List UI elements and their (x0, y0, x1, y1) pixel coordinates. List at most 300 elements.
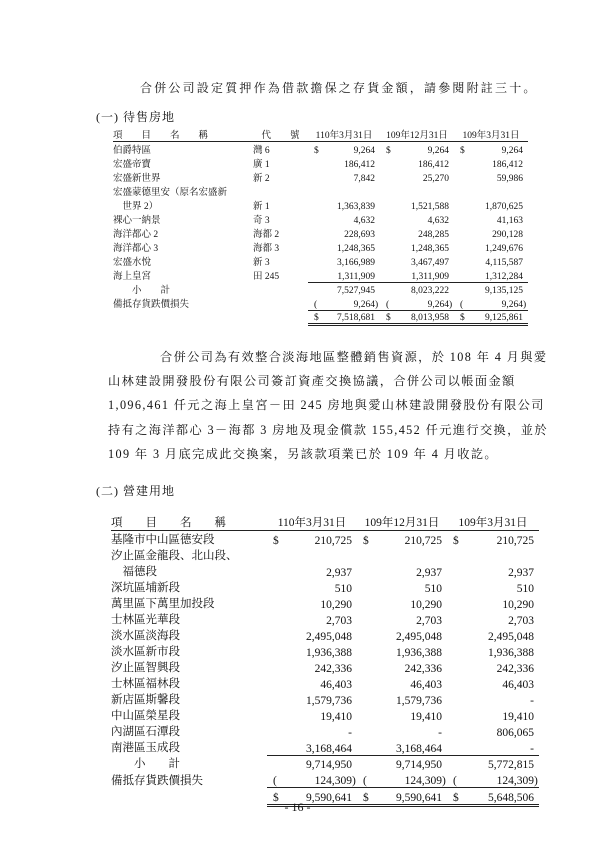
amount: 7,518,681 (337, 313, 375, 324)
amount-wrap (337, 258, 380, 268)
amount-wrap (306, 631, 357, 643)
amount-wrap (411, 313, 454, 323)
value-cell (308, 170, 380, 184)
amount: 2,703 (416, 615, 442, 627)
value-cell (267, 547, 357, 563)
amount-wrap (416, 567, 447, 579)
column-header: 110年3月31日 (267, 514, 357, 531)
value-cell (308, 268, 380, 282)
row-label: 小 計 (113, 286, 171, 296)
value-cell (380, 184, 454, 198)
value-cell (447, 627, 539, 643)
intro-line: 合併公司設定質押作為借款擔保之存貨金額，請參閱附註三十。 (140, 81, 538, 95)
amount: 3,467,497 (411, 258, 449, 268)
value-cell (357, 563, 447, 579)
value-cell (447, 771, 539, 787)
column-header: 109年12月31日 (357, 514, 447, 531)
value-cell (447, 563, 539, 579)
table-row (111, 643, 539, 659)
amount: 510 (334, 583, 352, 595)
amount: 46,403 (320, 679, 352, 691)
amount-wrap (354, 300, 380, 310)
value-cell (447, 547, 539, 563)
amount-wrap (315, 775, 357, 787)
amount: 1,311,909 (411, 271, 449, 282)
paren-open: ( (453, 775, 457, 788)
amount: 1,870,625 (485, 202, 523, 212)
amount: 1,363,839 (337, 202, 375, 212)
value-cell (308, 184, 380, 198)
amount: 9,714,950 (306, 759, 352, 772)
value-cell (380, 170, 454, 184)
amount: 25,270 (422, 174, 449, 184)
value-cell (308, 198, 380, 212)
value-cell (357, 531, 447, 548)
amount: 124,309 (314, 775, 352, 788)
amount: 7,842 (353, 174, 375, 184)
amount-wrap (485, 202, 528, 212)
amount: 46,403 (410, 679, 442, 691)
value-cell (454, 226, 528, 240)
amount: - (438, 727, 442, 739)
amount-wrap (488, 759, 539, 771)
value-cell (447, 643, 539, 659)
amount-wrap (396, 743, 447, 755)
amount: 4,115,587 (485, 258, 523, 268)
amount: 242,336 (404, 663, 442, 675)
row-label: 伯爵特區 (113, 146, 152, 156)
row-code: 廣 1 (253, 160, 270, 170)
amount: 8,013,958 (411, 313, 449, 324)
value-cell (447, 707, 539, 723)
amount-wrap (326, 567, 357, 579)
amount: 186,412 (418, 160, 449, 170)
value-cell (380, 254, 454, 268)
table-row (113, 226, 528, 240)
value-cell (267, 659, 357, 675)
row-label: 深坑區埔新段 (111, 582, 180, 594)
table-inventory-for-sale (113, 127, 528, 326)
amount: 5,772,815 (488, 759, 534, 772)
amount: 3,168,464 (396, 742, 442, 755)
amount: 10,290 (320, 599, 352, 611)
table-row (113, 212, 528, 226)
amount: 2,937 (416, 567, 442, 579)
table-row (111, 739, 539, 755)
row-label: 淡水區淡海段 (111, 630, 180, 642)
column-header: 109年3月31日 (447, 514, 539, 531)
amount-wrap (488, 647, 539, 659)
amount-wrap (411, 258, 454, 268)
amount-wrap (508, 567, 539, 579)
page-number: - 16 - (284, 800, 311, 814)
value-cell (454, 156, 528, 170)
value-cell (267, 691, 357, 707)
amount-wrap (411, 202, 454, 212)
amount: 2,703 (326, 615, 352, 627)
amount-wrap (502, 711, 539, 723)
amount: 1,311,909 (337, 271, 375, 282)
amount-wrap (410, 711, 447, 723)
amount: 7,527,945 (337, 286, 375, 296)
paren-close: ) (352, 775, 356, 788)
amount-wrap (428, 300, 454, 310)
amount: 19,410 (410, 711, 442, 723)
amount: 9,590,641 (306, 791, 352, 804)
amount: 2,495,048 (306, 631, 352, 643)
row-label: 士林區福林段 (111, 678, 180, 690)
value-cell (380, 142, 454, 157)
amount: 1,521,588 (411, 202, 449, 212)
amount-wrap (418, 160, 454, 170)
table-row (113, 310, 528, 325)
table-row (111, 723, 539, 739)
amount-wrap (410, 599, 447, 611)
paren-close: ) (534, 775, 538, 788)
table-row (113, 198, 528, 212)
amount: 59,986 (496, 174, 523, 184)
amount-wrap (497, 174, 528, 184)
amount: 2,703 (508, 615, 534, 627)
amount: 3,168,464 (306, 742, 352, 755)
table-row (111, 707, 539, 723)
amount: 10,290 (502, 599, 534, 611)
value-cell (454, 282, 528, 296)
amount-wrap (344, 230, 380, 240)
value-cell (454, 296, 528, 310)
amount-wrap (348, 727, 357, 739)
paren-open: ( (314, 299, 318, 310)
row-code: 新 2 (253, 174, 270, 184)
amount-wrap (508, 615, 539, 627)
table-row (111, 771, 539, 787)
row-code (253, 184, 308, 198)
row-code: 灣 6 (253, 146, 270, 156)
amount: 9,714,950 (396, 759, 442, 772)
value-cell (380, 282, 454, 296)
value-cell (267, 675, 357, 691)
amount: 9,264 (353, 146, 375, 156)
currency-symbol: $ (363, 535, 369, 547)
amount: 186,412 (492, 160, 523, 170)
amount: 9,264 (427, 299, 449, 310)
currency-symbol: $ (273, 535, 279, 547)
amount-wrap (502, 599, 539, 611)
row-label: 淡水區新市段 (111, 646, 180, 658)
value-cell (357, 723, 447, 739)
value-cell (380, 156, 454, 170)
value-cell (308, 240, 380, 254)
value-cell (357, 659, 447, 675)
amount-wrap (306, 695, 357, 707)
value-cell (380, 268, 454, 282)
row-label: 備抵存貨跌價損失 (113, 300, 190, 310)
value-cell (308, 296, 380, 310)
amount-wrap (485, 244, 528, 254)
value-cell (308, 142, 380, 157)
currency-symbol: $ (363, 791, 369, 804)
amount: 210,725 (404, 535, 442, 547)
value-cell (454, 254, 528, 268)
row-label: 海上皇宮 (113, 272, 152, 282)
amount: 2,495,048 (396, 631, 442, 643)
row-label: 宏盛蒙德里安（原名宏盛新 (113, 188, 228, 198)
amount-wrap (344, 160, 380, 170)
amount: 9,264 (353, 299, 375, 310)
amount: 210,725 (314, 535, 352, 547)
amount-wrap (492, 160, 528, 170)
amount-wrap (485, 258, 528, 268)
amount-wrap (396, 647, 447, 659)
value-cell (267, 755, 357, 771)
value-cell (267, 579, 357, 595)
value-cell (357, 675, 447, 691)
value-cell (454, 142, 528, 157)
currency-symbol: $ (460, 313, 465, 324)
value-cell (454, 198, 528, 212)
row-code (253, 310, 308, 325)
amount: 9,264 (501, 299, 523, 310)
amount: 41,163 (496, 216, 523, 226)
amount-wrap (354, 146, 380, 156)
amount: 2,495,048 (488, 631, 534, 643)
value-cell (267, 627, 357, 643)
table-row (111, 627, 539, 643)
table-construction-land (111, 514, 539, 807)
row-code: 新 3 (253, 258, 270, 268)
amount-wrap (449, 188, 454, 198)
row-label (113, 310, 253, 325)
value-cell (267, 611, 357, 627)
row-label: 汐止區金龍段、北山段、 (111, 550, 238, 562)
currency-symbol: $ (314, 313, 319, 324)
amount: 806,065 (496, 727, 534, 739)
value-cell (447, 691, 539, 707)
value-cell (454, 170, 528, 184)
amount-wrap (337, 202, 380, 212)
value-cell (357, 755, 447, 771)
amount-wrap (411, 286, 454, 296)
table-row (113, 282, 528, 296)
amount-wrap (502, 146, 528, 156)
table-row (113, 268, 528, 282)
amount-wrap (306, 647, 357, 659)
value-cell (357, 739, 447, 755)
value-cell (454, 240, 528, 254)
amount-wrap (442, 551, 447, 563)
row-code: 新 1 (253, 202, 270, 212)
row-label: 海洋都心 3 (113, 244, 159, 254)
table-row (113, 254, 528, 268)
land-exchange-paragraph (108, 345, 548, 466)
row-label: 裸心一納景 (113, 216, 161, 226)
row-label: 宏盛水悅 (113, 258, 152, 268)
table-row (113, 184, 528, 198)
value-cell (454, 268, 528, 282)
paren-open: ( (460, 299, 464, 310)
amount: 9,125,861 (485, 313, 523, 324)
amount-wrap (337, 244, 380, 254)
amount: - (348, 727, 352, 739)
table-row (111, 659, 539, 675)
value-cell (454, 184, 528, 198)
amount-wrap (488, 631, 539, 643)
value-cell (447, 739, 539, 755)
amount: 290,128 (492, 230, 523, 240)
amount: 186,412 (344, 160, 375, 170)
value-cell (357, 691, 447, 707)
value-cell (357, 707, 447, 723)
table-row (113, 170, 528, 184)
amount-wrap (335, 583, 357, 595)
amount-wrap (428, 216, 454, 226)
amount-wrap (405, 775, 447, 787)
amount: - (530, 695, 534, 707)
amount-wrap (326, 615, 357, 627)
amount: 248,285 (418, 230, 449, 240)
row-label: 小 計 (111, 758, 180, 771)
table-row (111, 547, 539, 563)
value-cell (380, 296, 454, 310)
amount: 46,403 (502, 679, 534, 691)
amount-wrap (352, 551, 357, 563)
amount: - (530, 742, 534, 755)
amount: 510 (516, 583, 534, 595)
header-row (111, 514, 539, 531)
currency-symbol: $ (386, 146, 391, 156)
amount: 4,632 (427, 216, 449, 226)
row-code (253, 282, 308, 296)
paren-open: ( (363, 775, 367, 788)
amount: 4,632 (353, 216, 375, 226)
amount: 228,693 (344, 230, 375, 240)
table-row (111, 563, 539, 579)
row-label: 宏盛新世界 (113, 174, 161, 184)
amount-wrap (485, 272, 528, 282)
header-row (113, 127, 528, 142)
row-label: 基隆市中山區德安段 (111, 534, 215, 546)
table-row (113, 156, 528, 170)
value-cell (380, 226, 454, 240)
value-cell (380, 198, 454, 212)
value-cell (357, 547, 447, 563)
amount-wrap (485, 313, 528, 323)
value-cell (447, 611, 539, 627)
amount-wrap (517, 583, 539, 595)
currency-symbol: $ (460, 146, 465, 156)
amount: 1,579,736 (306, 695, 352, 707)
value-cell (267, 723, 357, 739)
table-row (111, 611, 539, 627)
amount: 19,410 (502, 711, 534, 723)
column-header: 代 號 (253, 127, 308, 142)
row-label: 萬里區下萬里加投段 (111, 598, 215, 610)
table-row (113, 240, 528, 254)
value-cell (308, 156, 380, 170)
amount: 210,725 (496, 535, 534, 547)
amount: 510 (424, 583, 442, 595)
amount: 3,166,989 (337, 258, 375, 268)
amount: 1,248,365 (411, 244, 449, 254)
amount-wrap (396, 631, 447, 643)
amount-wrap (497, 535, 539, 547)
amount: 10,290 (410, 599, 442, 611)
amount-wrap (320, 599, 357, 611)
amount: 2,937 (326, 567, 352, 579)
amount-wrap (497, 727, 539, 739)
amount: 9,590,641 (396, 791, 442, 804)
amount: 1,248,365 (337, 244, 375, 254)
row-code: 海都 3 (253, 244, 280, 254)
value-cell (267, 563, 357, 579)
value-cell (447, 595, 539, 611)
paren-close: ) (375, 299, 379, 310)
amount-wrap (315, 663, 357, 675)
amount: 19,410 (320, 711, 352, 723)
row-label: 世界 2） (113, 202, 159, 212)
amount-wrap (411, 272, 454, 282)
amount-wrap (396, 759, 447, 771)
value-cell (454, 310, 528, 325)
amount: 1,312,284 (485, 271, 523, 282)
table-row (113, 142, 528, 157)
amount-wrap (502, 300, 528, 310)
amount: 9,264 (427, 146, 449, 156)
value-cell (447, 755, 539, 771)
amount-wrap (375, 188, 380, 198)
value-cell (380, 240, 454, 254)
value-cell (357, 627, 447, 643)
row-code (253, 296, 308, 310)
amount-wrap (405, 663, 447, 675)
amount-wrap (337, 272, 380, 282)
amount: 124,309 (496, 775, 534, 788)
row-label: 宏盛帝寶 (113, 160, 152, 170)
amount: 9,264 (501, 146, 523, 156)
amount-wrap (497, 663, 539, 675)
amount-wrap (423, 174, 454, 184)
amount-wrap (411, 244, 454, 254)
row-label: 新店區斯馨段 (111, 694, 180, 706)
amount-wrap (438, 727, 447, 739)
currency-symbol: $ (453, 791, 459, 804)
column-header: 109年3月31日 (454, 127, 528, 142)
currency-symbol: $ (273, 791, 279, 804)
column-header: 項 目 名 稱 (113, 127, 253, 142)
amount-wrap (416, 615, 447, 627)
amount: 9,135,125 (485, 286, 523, 296)
value-cell (447, 723, 539, 739)
value-cell (267, 531, 357, 548)
amount-wrap (354, 174, 380, 184)
table-row (111, 579, 539, 595)
value-cell (308, 310, 380, 325)
value-cell (447, 579, 539, 595)
table-row (111, 675, 539, 691)
amount-wrap (306, 743, 357, 755)
row-label: 汐止區智興段 (111, 662, 180, 674)
amount-wrap (405, 535, 447, 547)
value-cell (267, 643, 357, 659)
amount-wrap (320, 679, 357, 691)
amount-wrap (523, 188, 528, 198)
amount: 1,936,388 (488, 647, 534, 659)
table-row (111, 691, 539, 707)
amount-wrap (530, 743, 539, 755)
value-cell (308, 254, 380, 268)
row-code: 海都 2 (253, 230, 280, 240)
amount: 1,936,388 (306, 647, 352, 659)
